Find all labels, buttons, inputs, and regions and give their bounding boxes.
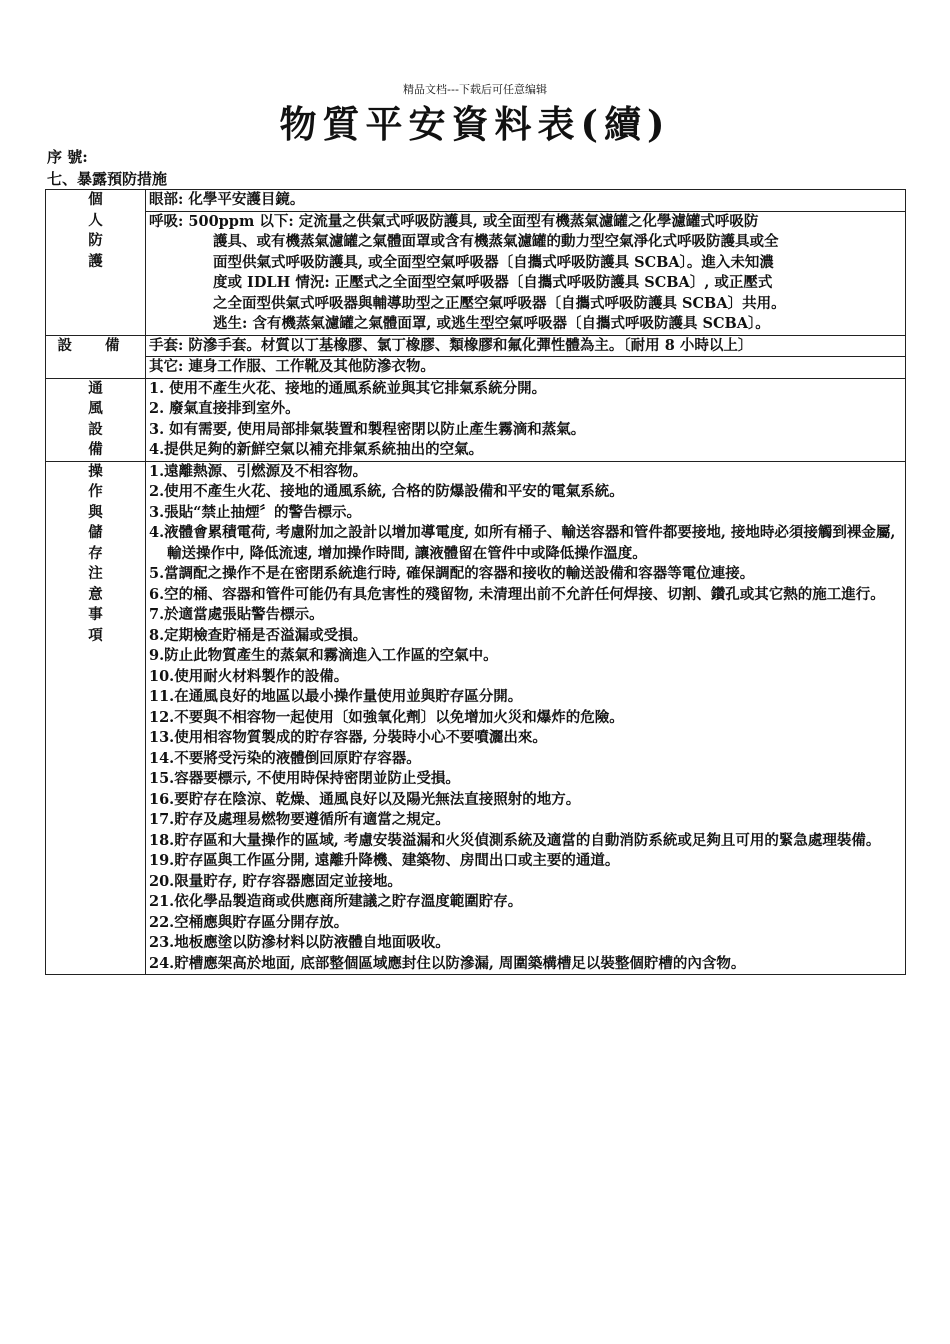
handling-storage-label: 操 作 與 儲 存 注 意 事 項 bbox=[46, 461, 146, 975]
handling-storage-cell bbox=[146, 461, 906, 975]
list-item: 7.於適當處張貼警告標示。 bbox=[149, 606, 324, 623]
handling-storage-row bbox=[46, 461, 906, 975]
list-item: 15.容器要標示, 不使用時保持密閉並防止受損。 bbox=[149, 770, 460, 787]
section-title: 七、暴露預防措施 bbox=[47, 170, 168, 188]
respiratory-line: 面型供氣式呼吸防護具, 或全面型空氣呼吸器〔自攜式呼吸防護具 SCBA〕。進入未知濃 bbox=[213, 253, 774, 271]
gloves-cell: 手套: 防滲手套。材質以丁基橡膠、氯丁橡膠、類橡膠和氟化彈性體為主。〔耐用 8 小時以上〕 bbox=[146, 335, 906, 357]
list-item: 18.貯存區和大量操作的區域, 考慮安裝溢漏和火災偵測系統及適當的自動消防系統或足夠且可用的緊急處理裝備。 bbox=[149, 831, 881, 849]
eye-protection-cell: 眼部: 化學平安護目鏡。 bbox=[146, 190, 906, 212]
ventilation-row bbox=[46, 378, 906, 461]
list-item: 19.貯存區與工作區分開, 遠離升降機、建築物、房間出口或主要的通道。 bbox=[149, 852, 620, 869]
list-item: 1. 使用不產生火花、接地的通風系統並與其它排氣系統分開。 bbox=[149, 379, 547, 397]
serial-number-label: 序 號: bbox=[47, 148, 88, 166]
list-item: 22.空桶應與貯存區分開存放。 bbox=[149, 913, 349, 931]
list-item: 16.要貯存在陰涼、乾燥、通風良好以及陽光無法直接照射的地方。 bbox=[149, 790, 581, 808]
list-item: 6.空的桶、容器和管件可能仍有具危害性的殘留物, 未清理出前不允許任何焊接、切割、鑽孔或其它熱的施工進行。 bbox=[149, 585, 885, 603]
list-item: 1.遠離熱源、引燃源及不相容物。 bbox=[149, 462, 368, 480]
list-item: 21.依化學品製造商或供應商所建議之貯存溫度範圍貯存。 bbox=[149, 893, 523, 910]
equipment-other-row bbox=[46, 357, 906, 379]
respiratory-line: 之全面型供氣式呼吸器與輔導助型之正壓空氣呼吸器〔自攜式呼吸防護具 SCBA〕共用。 bbox=[213, 294, 786, 312]
list-item: 12.不要與不相容物一起使用〔如強氧化劑〕以免增加火災和爆炸的危險。 bbox=[149, 708, 624, 726]
list-item: 8.定期檢查貯桶是否溢漏或受損。 bbox=[149, 626, 368, 644]
equipment-label: 設 備 bbox=[46, 335, 146, 378]
respiratory-protection-cell bbox=[146, 211, 906, 335]
list-item: 4.提供足夠的新鮮空氣以補充排氣系統抽出的空氣。 bbox=[149, 441, 484, 458]
personal-protection-label: 個 人 防 護 bbox=[46, 190, 146, 336]
page-title: 物質平安資料表(續) bbox=[279, 102, 671, 146]
ventilation-label: 通 風 設 備 bbox=[46, 378, 146, 461]
list-item: 2. 廢氣直接排到室外。 bbox=[149, 400, 300, 417]
exposure-prevention-table bbox=[45, 189, 906, 975]
list-item: 9.防止此物質產生的蒸氣和霧滴進入工作區的空氣中。 bbox=[149, 647, 498, 664]
list-item: 2.使用不產生火花、接地的通風系統, 合格的防爆設備和平安的電氣系統。 bbox=[149, 483, 624, 500]
list-item: 4.液體會累積電荷, 考慮附加之設計以增加導電度, 如所有桶子、輸送容器和管件都要接地, 接地時必須接觸到裸金屬, 輸送操作中, 降低流速, 增加操作時間, 讓液體留在管件中或降低操作溫度。 bbox=[149, 524, 896, 562]
list-item: 11.在通風良好的地區以最小操作量使用並與貯存區分開。 bbox=[149, 688, 523, 705]
respiratory-head-line: 呼吸: 500ppm 以下: 定流量之供氣式呼吸防護具, 或全面型有機蒸氣濾罐之化學濾罐式呼吸防 bbox=[149, 212, 759, 230]
list-item: 3. 如有需要, 使用局部排氣裝置和製程密閉以防止產生霧滴和蒸氣。 bbox=[149, 420, 586, 438]
list-item: 14.不要將受污染的液體倒回原貯存容器。 bbox=[149, 749, 421, 767]
respiratory-line: 度或 IDLH 情況: 正壓式之全面型空氣呼吸器〔自攜式呼吸防護具 SCBA〕, 或正壓式 bbox=[213, 274, 773, 291]
personal-protection-respiratory-row bbox=[46, 211, 906, 335]
list-item: 13.使用相容物質製成的貯存容器, 分裝時小心不要噴灑出來。 bbox=[149, 729, 547, 746]
equipment-gloves-row bbox=[46, 335, 906, 357]
ventilation-cell bbox=[146, 378, 906, 461]
list-item: 17.貯存及處理易燃物要遵循所有適當之規定。 bbox=[149, 811, 450, 828]
other-equipment-cell: 其它: 連身工作服、工作靴及其他防滲衣物。 bbox=[146, 357, 906, 379]
list-item: 10.使用耐火材料製作的設備。 bbox=[149, 667, 349, 685]
respiratory-line: 護具、或有機蒸氣濾罐之氣體面罩或含有機蒸氣濾罐的動力型空氣淨化式呼吸防護具或全 bbox=[213, 233, 779, 250]
personal-protection-eye-row bbox=[46, 190, 906, 212]
list-item: 23.地板應塗以防滲材料以防液體自地面吸收。 bbox=[149, 934, 450, 951]
top-note: 精品文档---下载后可任意编辑 bbox=[403, 83, 547, 96]
list-item: 24.貯槽應架高於地面, 底部整個區域應封住以防滲漏, 周圍築構槽足以裝整個貯槽的內含物。 bbox=[149, 954, 746, 972]
respiratory-line: 逃生: 含有機蒸氣濾罐之氣體面罩, 或逃生型空氣呼吸器〔自攜式呼吸防護具 SCBA〕。 bbox=[213, 315, 770, 332]
list-item: 20.限量貯存, 貯存容器應固定並接地。 bbox=[149, 872, 402, 890]
list-item: 5.當調配之操作不是在密閉系統進行時, 確保調配的容器和接收的輸送設備和容器等電位連接。 bbox=[149, 565, 755, 582]
list-item: 3.張貼“禁止抽煙〞的警告標示。 bbox=[149, 503, 361, 521]
